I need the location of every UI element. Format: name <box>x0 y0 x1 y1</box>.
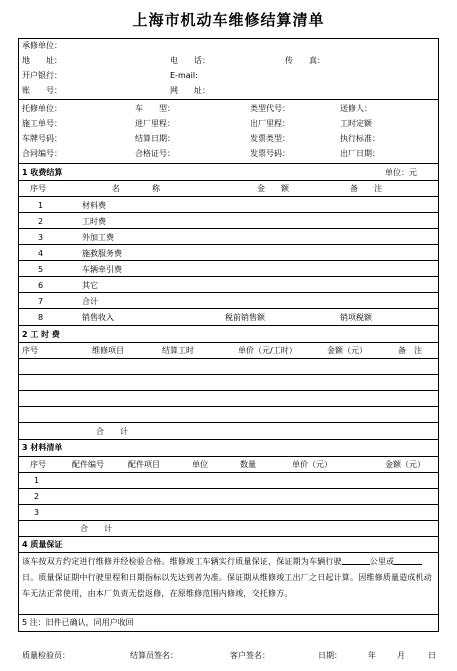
material-row-no: 3 <box>34 508 40 517</box>
labor-total-label: 合 计 <box>96 427 128 436</box>
fees-section-title: 1 收费结算 <box>22 168 63 177</box>
address-label: 地 址： <box>22 56 62 65</box>
fee-row-no: 7 <box>38 297 44 306</box>
labor-quota-label: 工时定额 <box>340 119 372 128</box>
material-row-no: 2 <box>34 492 40 501</box>
customer-signature-label: 客户签名： <box>230 651 270 660</box>
labor-section-title: 2 工 时 费 <box>22 330 60 339</box>
account-label: 账 号： <box>22 86 62 95</box>
labor-header-remark: 备 注 <box>398 346 422 355</box>
client-unit-label: 托修单位： <box>22 104 62 113</box>
out-date-label: 出厂日期： <box>340 149 380 158</box>
mileage-blank <box>342 555 370 565</box>
sender-label: 送修人： <box>340 104 372 113</box>
materials-header-no: 序号 <box>30 460 46 469</box>
day-label: 日 <box>428 651 436 660</box>
quality-section-title: 4 质量保证 <box>22 540 63 549</box>
settlement-form <box>18 38 439 632</box>
fee-row-name: 车辆牵引费 <box>82 265 122 274</box>
website-label: 网 址： <box>170 86 210 95</box>
date-label: 日期： <box>318 651 342 660</box>
fees-header-name: 名 称 <box>112 184 160 193</box>
fees-header-remark: 备 注 <box>350 184 382 193</box>
fee-row-no: 4 <box>38 249 44 258</box>
fees-unit-label: 单位：元 <box>385 168 417 177</box>
work-order-label: 施工单号： <box>22 119 62 128</box>
fee-row-no: 6 <box>38 281 44 290</box>
certificate-no-label: 合格证号： <box>135 149 175 158</box>
fee-row-no: 1 <box>38 201 44 210</box>
labor-header-amount: 金额（元） <box>327 346 367 355</box>
labor-header-no: 序号 <box>22 346 38 355</box>
fee-row-no: 2 <box>38 217 44 226</box>
fee-row-name: 其它 <box>82 281 98 290</box>
fee-row-name: 合计 <box>82 297 98 306</box>
materials-header-qty: 数量 <box>240 460 256 469</box>
materials-header-part-item: 配件项目 <box>128 460 160 469</box>
fax-label: 传 真： <box>285 56 325 65</box>
fee-row-name: 外加工费 <box>82 233 114 242</box>
type-code-label: 类型代号： <box>250 104 290 113</box>
materials-header-amount: 金额（元） <box>385 460 425 469</box>
year-label: 年 <box>368 651 376 660</box>
phone-label: 电 话： <box>170 56 210 65</box>
vehicle-model-label: 车 型： <box>135 104 175 113</box>
settle-date-label: 结算日期： <box>135 134 175 143</box>
inspector-signature-label: 质量检验员： <box>22 651 70 660</box>
materials-total-label: 合 计 <box>80 524 112 533</box>
fees-header-amount: 金 额 <box>257 184 289 193</box>
old-parts-note: 5 注：旧件已确认，同用户收回 <box>22 618 134 627</box>
out-mileage-label: 出厂里程： <box>250 119 290 128</box>
quality-guarantee-text: 该车按双方约定进行维修并经检验合格。维修竣工车辆实行质量保证，保证期为车辆行驶 公里或日。质量保证期中行驶里程和日期指标以先达到者为准。保证期从维修竣工出厂之日起计算。因维修质量造成机动车无法正常使用，由本厂负责无偿返修，在原维修范围内修竣，交托修方。 <box>22 557 432 598</box>
in-mileage-label: 进厂里程： <box>135 119 175 128</box>
fee-row-no: 3 <box>38 233 44 242</box>
fee-row-name: 材料费 <box>82 201 106 210</box>
material-row-no: 1 <box>34 476 40 485</box>
labor-header-hours: 结算工时 <box>162 346 194 355</box>
repair-unit-label: 承修单位： <box>22 41 62 50</box>
invoice-type-label: 发票类型： <box>250 134 290 143</box>
materials-section-title: 3 材料清单 <box>22 443 63 452</box>
contract-no-label: 合同编号： <box>22 149 62 158</box>
month-label: 月 <box>397 651 405 660</box>
invoice-no-label: 发票号码： <box>250 149 290 158</box>
fees-header-no: 序号 <box>30 184 46 193</box>
output-tax-label: 销项税额 <box>340 313 372 322</box>
settler-signature-label: 结算员签名： <box>130 651 178 660</box>
fee-row-no: 8 <box>38 313 44 322</box>
days-blank <box>394 555 422 565</box>
fee-row-name: 施救服务费 <box>82 249 122 258</box>
labor-header-item: 维修项目 <box>92 346 124 355</box>
materials-header-unit: 单位 <box>192 460 208 469</box>
pretax-sales-label: 税前销售额 <box>225 313 265 322</box>
plate-number-label: 车牌号码： <box>22 134 62 143</box>
email-label: E-mail: <box>170 71 198 80</box>
materials-header-price: 单价（元） <box>292 460 332 469</box>
standard-label: 执行标准： <box>340 134 380 143</box>
sales-revenue-label: 销售收入 <box>82 313 114 322</box>
page-title: 上海市机动车维修结算清单 <box>132 11 325 29</box>
fee-row-no: 5 <box>38 265 44 274</box>
materials-header-part-no: 配件编号 <box>72 460 104 469</box>
bank-label: 开户银行： <box>22 71 62 80</box>
fee-row-name: 工时费 <box>82 217 106 226</box>
labor-header-price: 单价（元/工时） <box>238 346 297 355</box>
